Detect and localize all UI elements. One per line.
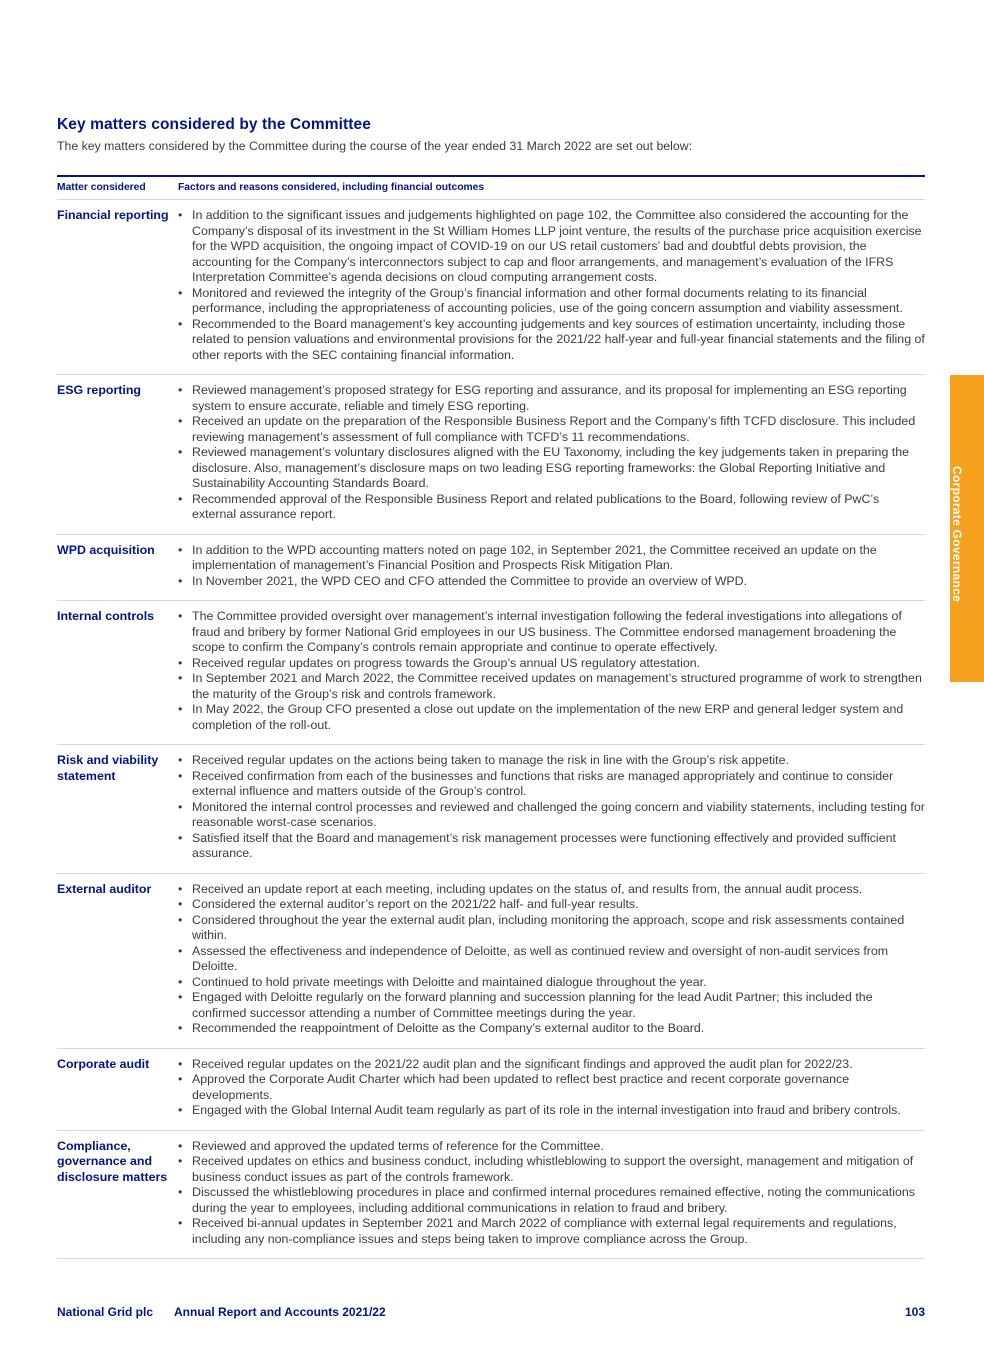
bullet-text: Received regular updates on progress towards the Group’s annual US regulatory attestation. [192, 655, 701, 670]
list-item [178, 944, 925, 975]
bullet-icon [178, 671, 192, 702]
bullet-text: Received an update report at each meeting, including updates on the status of, and results from, the annual audit process. [192, 881, 863, 896]
bullet-list [178, 1057, 925, 1119]
list-item [178, 1103, 925, 1119]
bullet-icon [178, 702, 192, 733]
list-item [178, 671, 925, 702]
bullet-text: Reviewed management’s voluntary disclosures aligned with the EU Taxonomy, including the key judgements taken in preparing the disclosure. Also, management’s disclosure maps on two leading ESG reporting frameworks: the Global Reporting Initiative and Sustainability Accounting Standards Board. [192, 445, 909, 490]
bullet-text: Engaged with Deloitte regularly on the forward planning and succession planning for the lead Audit Partner; this included the confirmed successor attending a number of Committee meetings during the year. [192, 990, 873, 1020]
bullet-icon [178, 913, 192, 944]
bullet-list [178, 609, 925, 733]
bullet-text: Assessed the effectiveness and independence of Deloitte, as well as continued review and oversight of non-audit services from Deloitte. [192, 943, 889, 973]
bullet-text: Satisfied itself that the Board and management’s risk management processes were functioning effectively and provided sufficient assurance. [192, 830, 896, 860]
list-item [178, 609, 925, 656]
bullet-text: Monitored and reviewed the integrity of the Group’s financial information and other formal documents relating to its financial performance, including the appropriateness of accounting policies, use of the going concern assumption and viability assessment. [192, 285, 903, 315]
main-content [57, 116, 925, 1259]
bullet-icon [178, 769, 192, 800]
bullet-text: Received bi-annual updates in September 2021 and March 2022 of compliance with external legal requirements and regulations, including any non-compliance issues and steps being taken to improve compliance across the Group. [192, 1216, 897, 1246]
bullet-text: Reviewed and approved the updated terms of reference for the Committee. [192, 1138, 604, 1153]
bullet-text: The Committee provided oversight over management’s internal investigation following the federal investigations into allegations of fraud and bribery by former National Grid employees in our US business. The Committee endorsed management broadening the scope to confirm the Company’s controls remain appropriate and continue to operate effectively. [192, 609, 902, 654]
table-row [57, 374, 925, 534]
table-row [57, 1130, 925, 1259]
table-header [57, 175, 925, 199]
table-row [57, 1048, 925, 1130]
bullet-icon [178, 800, 192, 831]
key-matters-table [57, 175, 925, 1259]
table-row [57, 600, 925, 744]
list-item [178, 975, 925, 991]
list-item [178, 753, 925, 769]
bullet-text: Received regular updates on the 2021/22 audit plan and the significant findings and approved the audit plan for 2022/23. [192, 1056, 853, 1071]
bullet-icon [178, 1139, 192, 1155]
bullet-icon [178, 1021, 192, 1037]
bullet-icon [178, 831, 192, 862]
list-item [178, 286, 925, 317]
bullet-icon [178, 317, 192, 364]
matter-label: Financial reporting [57, 208, 169, 222]
list-item [178, 317, 925, 364]
bullet-icon [178, 286, 192, 317]
matter-label: ESG reporting [57, 383, 141, 397]
list-item [178, 882, 925, 898]
list-item [178, 445, 925, 492]
list-item [178, 656, 925, 672]
bullet-text: Recommended the reappointment of Deloitte as the Company’s external auditor to the Board. [192, 1021, 705, 1035]
list-item [178, 1154, 925, 1185]
list-item [178, 414, 925, 445]
bullet-text: In November 2021, the WPD CEO and CFO attended the Committee to provide an overview of WPD. [192, 573, 748, 588]
matter-label: Risk and viability statement [57, 753, 159, 783]
bullet-text: Received confirmation from each of the businesses and functions that risks are managed appropriately and continue to consider external influence and matters outside of the Group’s control. [192, 768, 894, 798]
footer-page-number: 103 [904, 1305, 925, 1319]
bullet-icon [178, 1216, 192, 1247]
matter-label: External auditor [57, 881, 152, 896]
list-item [178, 1072, 925, 1103]
list-item [178, 1057, 925, 1073]
matter-label: Internal controls [57, 609, 155, 623]
bullet-list [178, 1139, 925, 1248]
bullet-text: Approved the Corporate Audit Charter which had been updated to reflect best practice and recent corporate governance developments. [192, 1072, 850, 1102]
bullet-text: In May 2022, the Group CFO presented a close out update on the implementation of the new ERP and general ledger system and completion of the roll-out. [192, 702, 904, 732]
bullet-icon [178, 753, 192, 769]
bullet-text: In addition to the significant issues and judgements highlighted on page 102, the Committee also considered the accounting for the Company’s disposal of its investment in the St William Homes LLP joint venture, the results of the purchase price acquisition exercise for the WPD acquisition, the ongoing impact of COVID-19 on our US retail customers’ bad and doubtful debts provision, the accounting for the Company’s interconnectors subject to cap and floor arrangements, and management’s evaluation of the IFRS Interpretation Committee’s agenda decisions on cloud computing arrangement costs. [192, 208, 922, 284]
list-item [178, 897, 925, 913]
bullet-icon [178, 208, 192, 286]
bullet-text: Considered the external auditor’s report on the 2021/22 half- and full-year results. [192, 897, 639, 911]
section-tab-corporate-governance [950, 375, 984, 682]
bullet-text: Received an update on the preparation of the Responsible Business Report and the Company’s fifth TCFD disclosure. This included reviewing management’s assessment of full compliance with TCFD’s 11 recommendations. [192, 414, 916, 444]
bullet-text: Reviewed management’s proposed strategy for ESG reporting and assurance, and its proposal for implementing an ESG reporting system to ensure accurate, reliable and timely ESG reporting. [192, 383, 907, 413]
bullet-text: Monitored the internal control processes and reviewed and challenged the going concern and viability statements, including testing for reasonable worst-case scenarios. [192, 799, 925, 829]
bullet-icon [178, 445, 192, 492]
column-header-matter: Matter considered [57, 182, 146, 193]
bullet-icon [178, 383, 192, 414]
list-item [178, 831, 925, 862]
footer-report-title: Annual Report and Accounts 2021/22 [174, 1305, 386, 1319]
bullet-icon [178, 1154, 192, 1185]
bullet-icon [178, 944, 192, 975]
list-item [178, 990, 925, 1021]
table-row [57, 534, 925, 601]
bullet-icon [178, 492, 192, 523]
section-tab-label: Corporate Governance [950, 466, 964, 603]
list-item [178, 1021, 925, 1037]
list-item [178, 383, 925, 414]
bullet-icon [178, 1057, 192, 1073]
matters-table-body [57, 199, 925, 1258]
list-item [178, 574, 925, 590]
footer-company: National Grid plc [57, 1305, 154, 1319]
bullet-icon [178, 1185, 192, 1216]
list-item [178, 543, 925, 574]
bullet-text: Received regular updates on the actions being taken to manage the risk in line with the Group’s risk appetite. [192, 753, 789, 767]
bullet-text: Recommended approval of the Responsible Business Report and related publications to the Board, following review of PwC’s external assurance report. [192, 491, 880, 521]
list-item [178, 1185, 925, 1216]
matter-label: Corporate audit [57, 1056, 150, 1071]
page-footer [57, 1305, 925, 1319]
bullet-text: Received updates on ethics and business conduct, including whistleblowing to support the oversight, management and mitigation of business conduct issues as part of the controls framework. [192, 1154, 914, 1184]
bullet-icon [178, 897, 192, 913]
bullet-list [178, 383, 925, 523]
page-title: Key matters considered by the Committee [57, 116, 371, 133]
bullet-icon [178, 414, 192, 445]
bullet-text: In September 2021 and March 2022, the Committee received updates on management’s structured programme of work to strengthen the maturity of the Group’s risk and controls framework. [192, 671, 922, 701]
table-row [57, 199, 925, 374]
bullet-text: Recommended to the Board management’s key accounting judgements and key sources of estimation uncertainty, including those related to pension valuations and environmental provisions for the 2021/22 half-year and full-year financial statements and the filing of other reports with the SEC containing financial information. [192, 316, 925, 362]
list-item [178, 702, 925, 733]
bullet-icon [178, 975, 192, 991]
list-item [178, 1139, 925, 1155]
bullet-icon [178, 574, 192, 590]
list-item [178, 769, 925, 800]
bullet-text: Considered throughout the year the external audit plan, including monitoring the approach, scope and risk assessments contained within. [192, 912, 905, 942]
matter-label: Compliance, governance and disclosure matters [57, 1138, 168, 1184]
bullet-list [178, 208, 925, 363]
matter-label: WPD acquisition [57, 542, 155, 557]
bullet-list [178, 882, 925, 1037]
column-header-factors: Factors and reasons considered, including financial outcomes [178, 182, 485, 193]
bullet-icon [178, 990, 192, 1021]
bullet-list [178, 753, 925, 862]
table-row [57, 873, 925, 1048]
bullet-icon [178, 656, 192, 672]
bullet-icon [178, 609, 192, 656]
list-item [178, 208, 925, 286]
bullet-text: Engaged with the Global Internal Audit team regularly as part of its role in the internal investigation into fraud and bribery controls. [192, 1103, 901, 1117]
bullet-icon [178, 1103, 192, 1119]
bullet-icon [178, 1072, 192, 1103]
bullet-list [178, 543, 925, 590]
bullet-text: Discussed the whistleblowing procedures in place and confirmed internal procedures remained effective, noting the communications during the year to employees, including additional communications in relation to fraud and bribery. [192, 1185, 915, 1215]
list-item [178, 1216, 925, 1247]
bullet-icon [178, 882, 192, 898]
bullet-text: In addition to the WPD accounting matters noted on page 102, in September 2021, the Committee received an update on the implementation of management’s Financial Position and Prospects Risk Mitigation Plan. [192, 542, 877, 572]
list-item [178, 492, 925, 523]
intro-text: The key matters considered by the Committee during the course of the year ended 31 March 2022 are set out below: [57, 139, 693, 153]
table-row [57, 744, 925, 873]
bullet-icon [178, 543, 192, 574]
list-item [178, 800, 925, 831]
list-item [178, 913, 925, 944]
bullet-text: Continued to hold private meetings with Deloitte and maintained dialogue throughout the year. [192, 974, 707, 989]
